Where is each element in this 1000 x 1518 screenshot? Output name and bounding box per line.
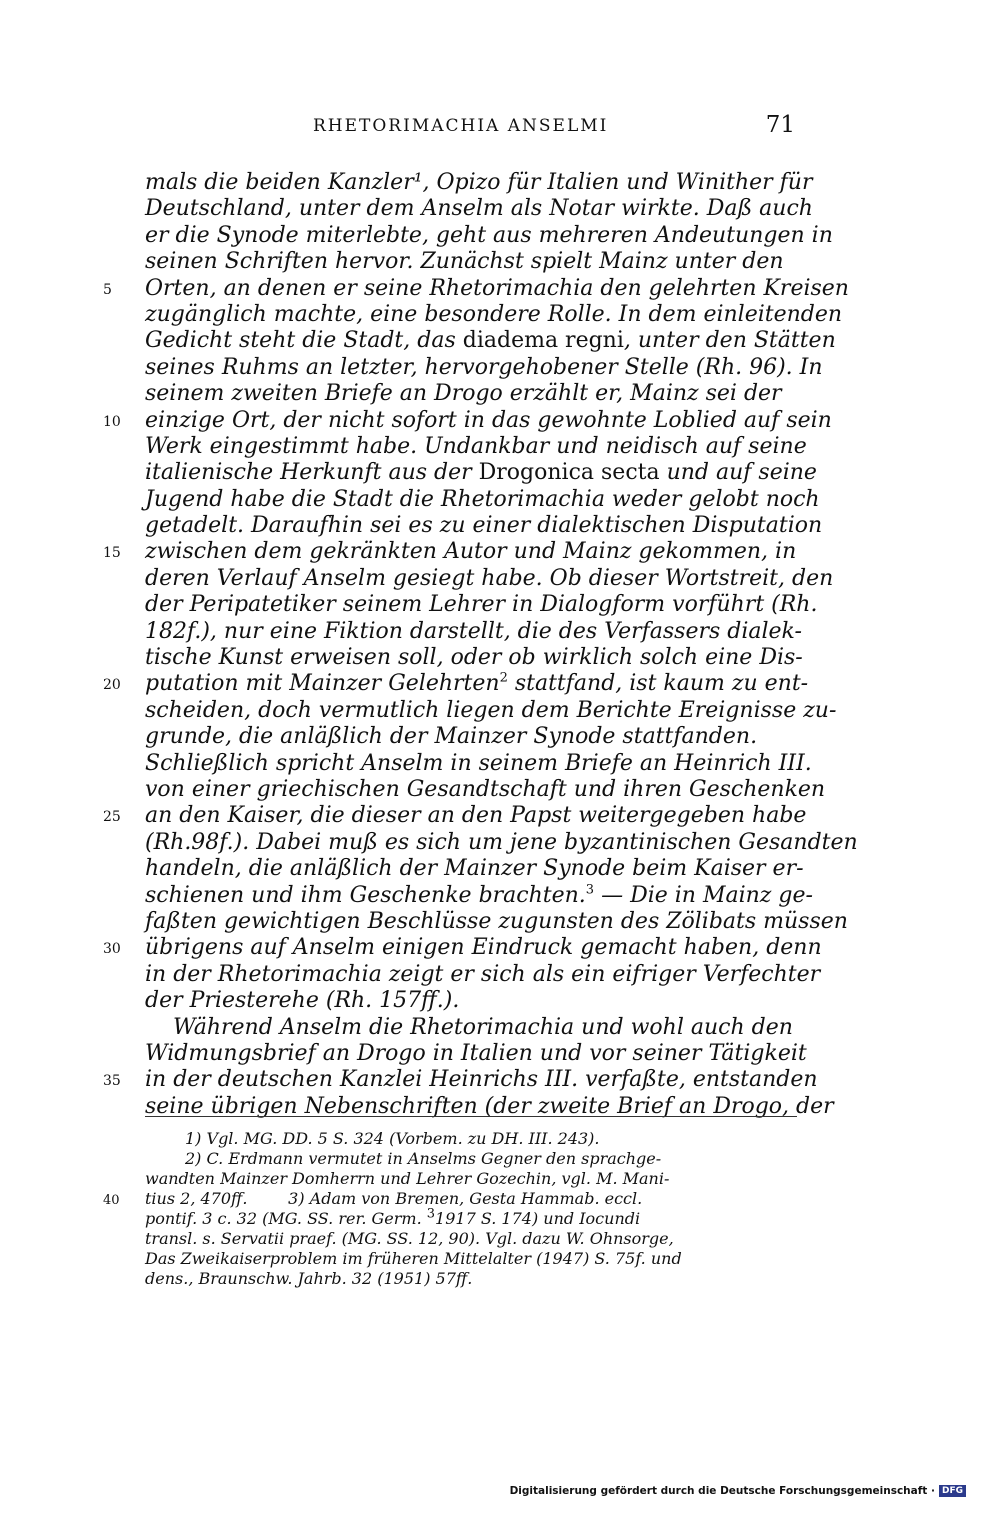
- text-line: der Priesterehe (Rh. 157ff.).: [145, 988, 460, 1014]
- credit-text: Digitalisierung gefördert durch die Deutsche Forschungsgemeinschaft ·: [509, 1485, 935, 1497]
- running-title: RHETORIMACHIA ANSELMI: [313, 116, 609, 136]
- line-number: 10: [103, 413, 121, 430]
- footnote-ref: 3: [585, 882, 595, 898]
- text-line: von einer griechischen Gesandtschaft und ihren Geschenken: [145, 776, 826, 802]
- text-line: mals die beiden Kanzler¹, Opizo für Italien und Winither für: [145, 170, 813, 195]
- text-line: italienische Herkunft aus der Drogonica secta und auf seine: [145, 460, 817, 486]
- text-line: 20 putation mit Mainzer Gelehrten$^2$ stattfand, ist kaum zu ent-: [145, 671, 797, 697]
- footnote-ref: 2: [499, 671, 508, 687]
- text-line: zugänglich machte, eine besondere Rolle. In dem einleitenden: [145, 301, 843, 327]
- dfg-logo: DFG: [939, 1485, 966, 1497]
- text-line: grunde, die anläßlich der Mainzer Synode stattfanden.: [145, 724, 758, 750]
- edition-sup: 3: [426, 1206, 436, 1222]
- body-text: [103, 170, 858, 1120]
- line-number: 15: [103, 545, 121, 562]
- footnote-line: dens., Braunschw. Jahrb. 32 (1951) 57ff.: [145, 1269, 473, 1288]
- footnote-line: wandten Mainzer Domherrn und Lehrer Gozechin, vgl. M. Mani-: [145, 1169, 670, 1188]
- text-line: (Rh.98f.). Dabei muß es sich um jene byzantinischen Gesandten: [145, 829, 858, 855]
- text-line: 182f.), nur eine Fiktion darstellt, die des Verfassers dialek-: [145, 618, 802, 644]
- text-line: 30 übrigens auf Anselm einigen Eindruck gemacht haben, denn: [145, 935, 797, 961]
- text-line: der Peripatetiker seinem Lehrer in Dialogform vorführt (Rh.: [145, 592, 818, 618]
- digitization-credit: [510, 1485, 966, 1497]
- text-line: er die Synode miterlebte, geht aus mehreren Andeutungen in: [145, 222, 833, 248]
- text-line: Deutschland, unter dem Anselm als Notar wirkte. Daß auch: [145, 196, 813, 222]
- text-line: seine übrigen Nebenschriften (der zweite Brief an Drogo, der: [145, 1093, 834, 1119]
- line-number: 40: [103, 1193, 120, 1208]
- text-line: seinem zweiten Briefe an Drogo erzählt er, Mainz sei der: [145, 381, 782, 407]
- text-line: deren Verlauf Anselm gesiegt habe. Ob dieser Wortstreit, den: [145, 565, 834, 591]
- text-line: seines Ruhms an letzter, hervorgehobener Stelle (Rh. 96). In: [145, 354, 823, 380]
- text-line: Widmungsbrief an Drogo in Italien und vor seiner Tätigkeit: [145, 1040, 807, 1066]
- footnote-line: transl. s. Servatii praef. (MG. SS. 12, 90). Vgl. dazu W. Ohnsorge,: [145, 1229, 674, 1248]
- text-line: 25 an den Kaiser, die dieser an den Papst weitergegeben habe: [145, 803, 797, 829]
- text-line: Schließlich spricht Anselm in seinem Briefe an Heinrich III.: [145, 750, 812, 776]
- line-number: 20: [103, 677, 121, 694]
- line-number: 35: [103, 1073, 121, 1090]
- text-line: 5 Orten, an denen er seine Rhetorimachia den gelehrten Kreisen: [145, 276, 797, 302]
- text-line: tische Kunst erweisen soll, oder ob wirklich solch eine Dis-: [145, 645, 803, 671]
- text-line: handeln, die anläßlich der Mainzer Synode beim Kaiser er-: [145, 856, 804, 882]
- footnote-divider: [145, 1116, 797, 1117]
- page-header: [145, 112, 795, 146]
- text-line: getadelt. Daraufhin sei es zu einer dialektischen Disputation: [145, 513, 823, 539]
- text-line: in der Rhetorimachia zeigt er sich als ein eifriger Verfechter: [145, 961, 821, 987]
- footnote-line: Das Zweikaiserproblem im früheren Mittelalter (1947) S. 75f. und: [145, 1249, 682, 1268]
- text-line: 35 in der deutschen Kanzlei Heinrichs III. verfaßte, entstanden: [145, 1067, 797, 1093]
- text-line: scheiden, doch vermutlich liegen dem Berichte Ereignisse zu-: [145, 697, 837, 723]
- footnote-line: pontif. 3 c. 32 (MG. SS. rer. Germ. $^3$1917 S. 174) und Iocundi: [145, 1206, 641, 1228]
- text-line: Während Anselm die Rhetorimachia und wohl auch den: [173, 1014, 793, 1040]
- footnote-line: 1) Vgl. MG. DD. 5 S. 324 (Vorbem. zu DH. III. 243).: [185, 1129, 600, 1148]
- page-number: 71: [765, 112, 795, 138]
- text-line: 15 zwischen dem gekränkten Autor und Mainz gekommen, in: [145, 539, 797, 565]
- line-number: 5: [103, 281, 112, 298]
- line-number: 30: [103, 941, 121, 958]
- footnotes: [103, 1129, 797, 1289]
- text-line: Gedicht steht die Stadt, das diadema regni, unter den Stätten: [145, 328, 836, 354]
- text-line: Jugend habe die Stadt die Rhetorimachia weder gelobt noch: [145, 486, 820, 512]
- text-line: 10 einzige Ort, der nicht sofort in das gewohnte Loblied auf sein: [145, 408, 797, 434]
- line-number: 25: [103, 809, 121, 826]
- text-line: faßten gewichtigen Beschlüsse zugunsten des Zölibats müssen: [145, 908, 848, 934]
- text-line: schienen und ihm Geschenke brachten.$^3$ — Die in Mainz ge-: [145, 882, 813, 908]
- footnote-line: 2) C. Erdmann vermutet in Anselms Gegner den sprachge-: [185, 1149, 662, 1168]
- footnote-line: 40 tius 2, 470ff. 3) Adam von Bremen, Gesta Hammab. eccl.: [145, 1189, 797, 1209]
- text-line: seinen Schriften hervor. Zunächst spielt Mainz unter den: [145, 249, 784, 275]
- text-line: Werk eingestimmt habe. Undankbar und neidisch auf seine: [145, 433, 807, 459]
